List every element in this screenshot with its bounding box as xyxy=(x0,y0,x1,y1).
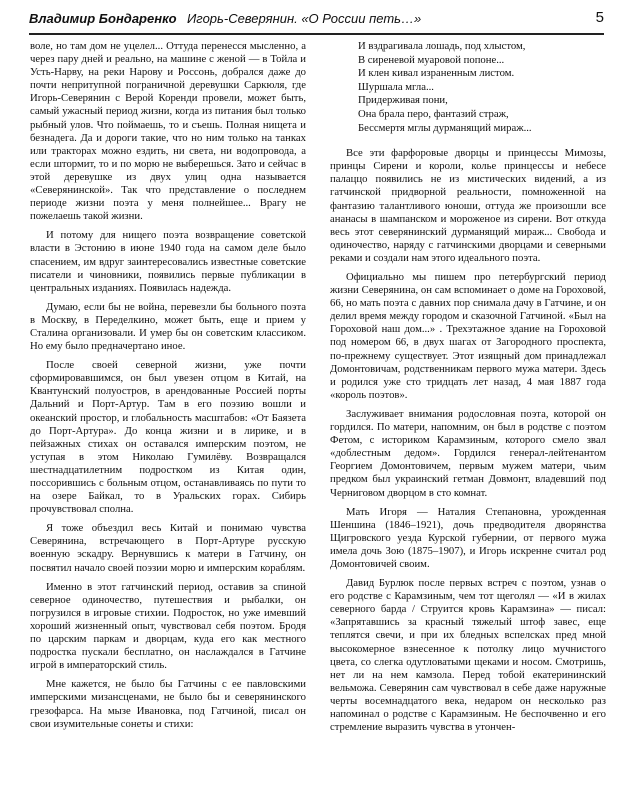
paragraph: Мне кажется, не было бы Гатчины с ее павловскими имперскими мизансценами, не было бы и северянинского грезофарса. На мызе Ивановка, под Гатчиной, писал он свои изумительные сонеты и стихи: xyxy=(30,678,306,730)
poem-line: Она брала перо, фантазий страж, xyxy=(358,107,509,120)
header-rule xyxy=(29,33,604,35)
poem-line: В сиреневой муаровой попоне... xyxy=(358,53,505,66)
page-number: 5 xyxy=(595,9,604,26)
paragraph: Мать Игоря — Наталия Степановна, урожденная Шеншина (1846–1921), дочь предводителя дворянства Щигровского уезда Курской губернии, от первого мужа имела дочь Зою (1875–1907), и Игорь искренне считал род Домонтовичей своим. xyxy=(330,505,606,570)
paragraph: Официально мы пишем про петербургский период жизни Северянина, он сам вспоминает о доме на Гороховой, 66, но мать поэта с давних пор снимала дачу в Гатчине, и он делил время между городом и сказочной Гатчиной. «Был на Гороховой наш дом...» . Трехэтажное здание на Гороховой под номером 66, в двух шагах от Загородного проспекта, по-прежнему существует. Этот изящный дом принадлежал Домонтовичам, родственникам первого мужа матери. Здесь и родился уже сто тридцать лет назад, 4 мая 1887 года «король поэтов». xyxy=(330,271,606,401)
paragraph: воле, но там дом не уцелел... Оттуда перенесся мысленно, а через пару дней и реально, на машине с женой — в Тойла и Усть-Нарву, на реки Нарову и Россонь, добрался даже до почти непритупной пограничной деревушки Саркюля, где Игорь-Северянин с Верой Коренди провели, может быть, самый ужасный период жизни, когда из питания был только рыбный улов. Что поймаешь, то и съешь. Полная нищета и безнадега. Да и дороги такие, что но ним только на танках или тракторах можно ездить, ни света, ни водопровода, а если штормит, то и по морю не выберешься. Зато и сейчас в этой деревушке из двух улиц одна называется «Северянинской». Так что представление о последнем периоде жизни поэта у меня полнейшее... Врагу не пожелаешь такой жизни. xyxy=(30,40,306,223)
paragraph: Давид Бурлюк после первых встреч с поэтом, узнав о его родстве с Карамзиным, чем тот щеголял — «И в жилах северного барда / Струится кровь Карамзина» — писал: «Запрятавшись за красный тяжелый штоф завес, еще теплятся свечи, и при их бледных вспелсках пред мной высокомерное взнесенное к потолку лицо мучнистого цвета, со слегка одутловатыми щеками и носом. Смотришь, нет ли на нем камзола. Перед тобой екатерининский вельможа. Северянин сам чувствовал в себе даже наружные черты восемнадцатого века, недаром он несколько раз напоминал о родстве с Карамзиным. Не беспочвенно и его стремление выразить чувства в утончен- xyxy=(330,577,606,734)
poem-line: Бессмертя мглы дурманящий мираж... xyxy=(358,121,532,134)
paragraph: И потому для нищего поэта возвращение советской власти в Эстонию в июне 1940 года на самом деле было спасением, им вдруг заинтересовались известные советские писатели и чиновники, появились первые публикации в центральных изданиях. Появилась надежда. xyxy=(30,229,306,294)
poem-line: Придерживая пони, xyxy=(358,94,448,107)
running-header xyxy=(29,8,604,30)
right-column xyxy=(330,40,606,734)
header-author: Владимир Бондаренко xyxy=(29,11,177,26)
header-title: Игорь-Северянин. «О России петь…» xyxy=(187,11,422,26)
poem-stanza xyxy=(358,40,606,135)
poem-line: И вздрагивала лошадь, под хлыстом, xyxy=(358,40,526,52)
poem-line: И клен кивал израненным листом. xyxy=(358,67,515,80)
poem-line: Шуршала мгла... xyxy=(358,80,434,93)
left-column xyxy=(30,40,306,731)
paragraph: Заслуживает внимания родословная поэта, которой он гордился. По матери, напомним, он был в родстве с поэтом Фетом, с историком Карамзиным, которого смело звал «доблестным дедом». Гордился генерал-лейтенантом Георгием Домонтовичем, первым мужем матери, чьим предком был украинский гетман Довмонт, владевший под Черниговом дворцом в сто комнат. xyxy=(330,407,606,499)
paragraph: Все эти фарфоровые дворцы и принцессы Мимозы, принцы Сирени и короли, колье принцессы и небесе палаццо появились не из мистических видений, а из гатчинской придворной реальности, помноженной на фантазию талантливого юноши, оттуда же произошли все ананасы в шампанском и мороженое из сирени. Вот откуда весь этот северянинский дурманящий мираж... Свобода и одиночество, наряду с гатчинскими дворцами и северными реками и создали нам этого идеального поэта. xyxy=(330,147,606,264)
paragraph: Я тоже объездил весь Китай и понимаю чувства Северянина, встречающего в Порт-Артуре русскую военную эскадру. Вернувшись к матери в Гатчину, он посвятил начало своей поэзии морю и имперским кораблям. xyxy=(30,522,306,574)
paragraph: После своей северной жизни, уже почти сформировавшимся, он был увезен отцом в Китай, на Квантунский полуостров, в арендованные Россией порты Дальний и Порт-Артур. Там в его поэзию вошли и океанский простор, и глобальность масштабов: «От Баязета до Порт-Артура». До конца жизни и в лирике, и в пейзажных стихах он оставался имперским поэтом, не уступая в этом Николаю Гумилёву. Возвращался шестнадцатилетним подростком из Китая один, поссорившись с больным отцом, останавливаясь по пути то на озере Байкал, то в Уральских горах. Сибирь прочувствовал сполна. xyxy=(30,359,306,516)
paragraph: Думаю, если бы не война, перевезли бы больного поэта в Москву, в Переделкино, может быть, еще и прием у Сталина организовали. И умер бы он советским классиком. Но ему было предначертано иное. xyxy=(30,300,306,353)
paragraph: Именно в этот гатчинский период, оставив за спиной северное одиночество, путешествия и рыбалки, он погрузился в игровые стихии. Подросток, но уже имевший хороший жизненный опыт, чувствовал себя поэтом. Бродя по царским паркам и дворцам, куда его как местного подростка пускали бесплатно, он наслаждался в Гатчине игрой в императорский стиль. xyxy=(30,580,306,672)
right-prose xyxy=(330,147,606,734)
